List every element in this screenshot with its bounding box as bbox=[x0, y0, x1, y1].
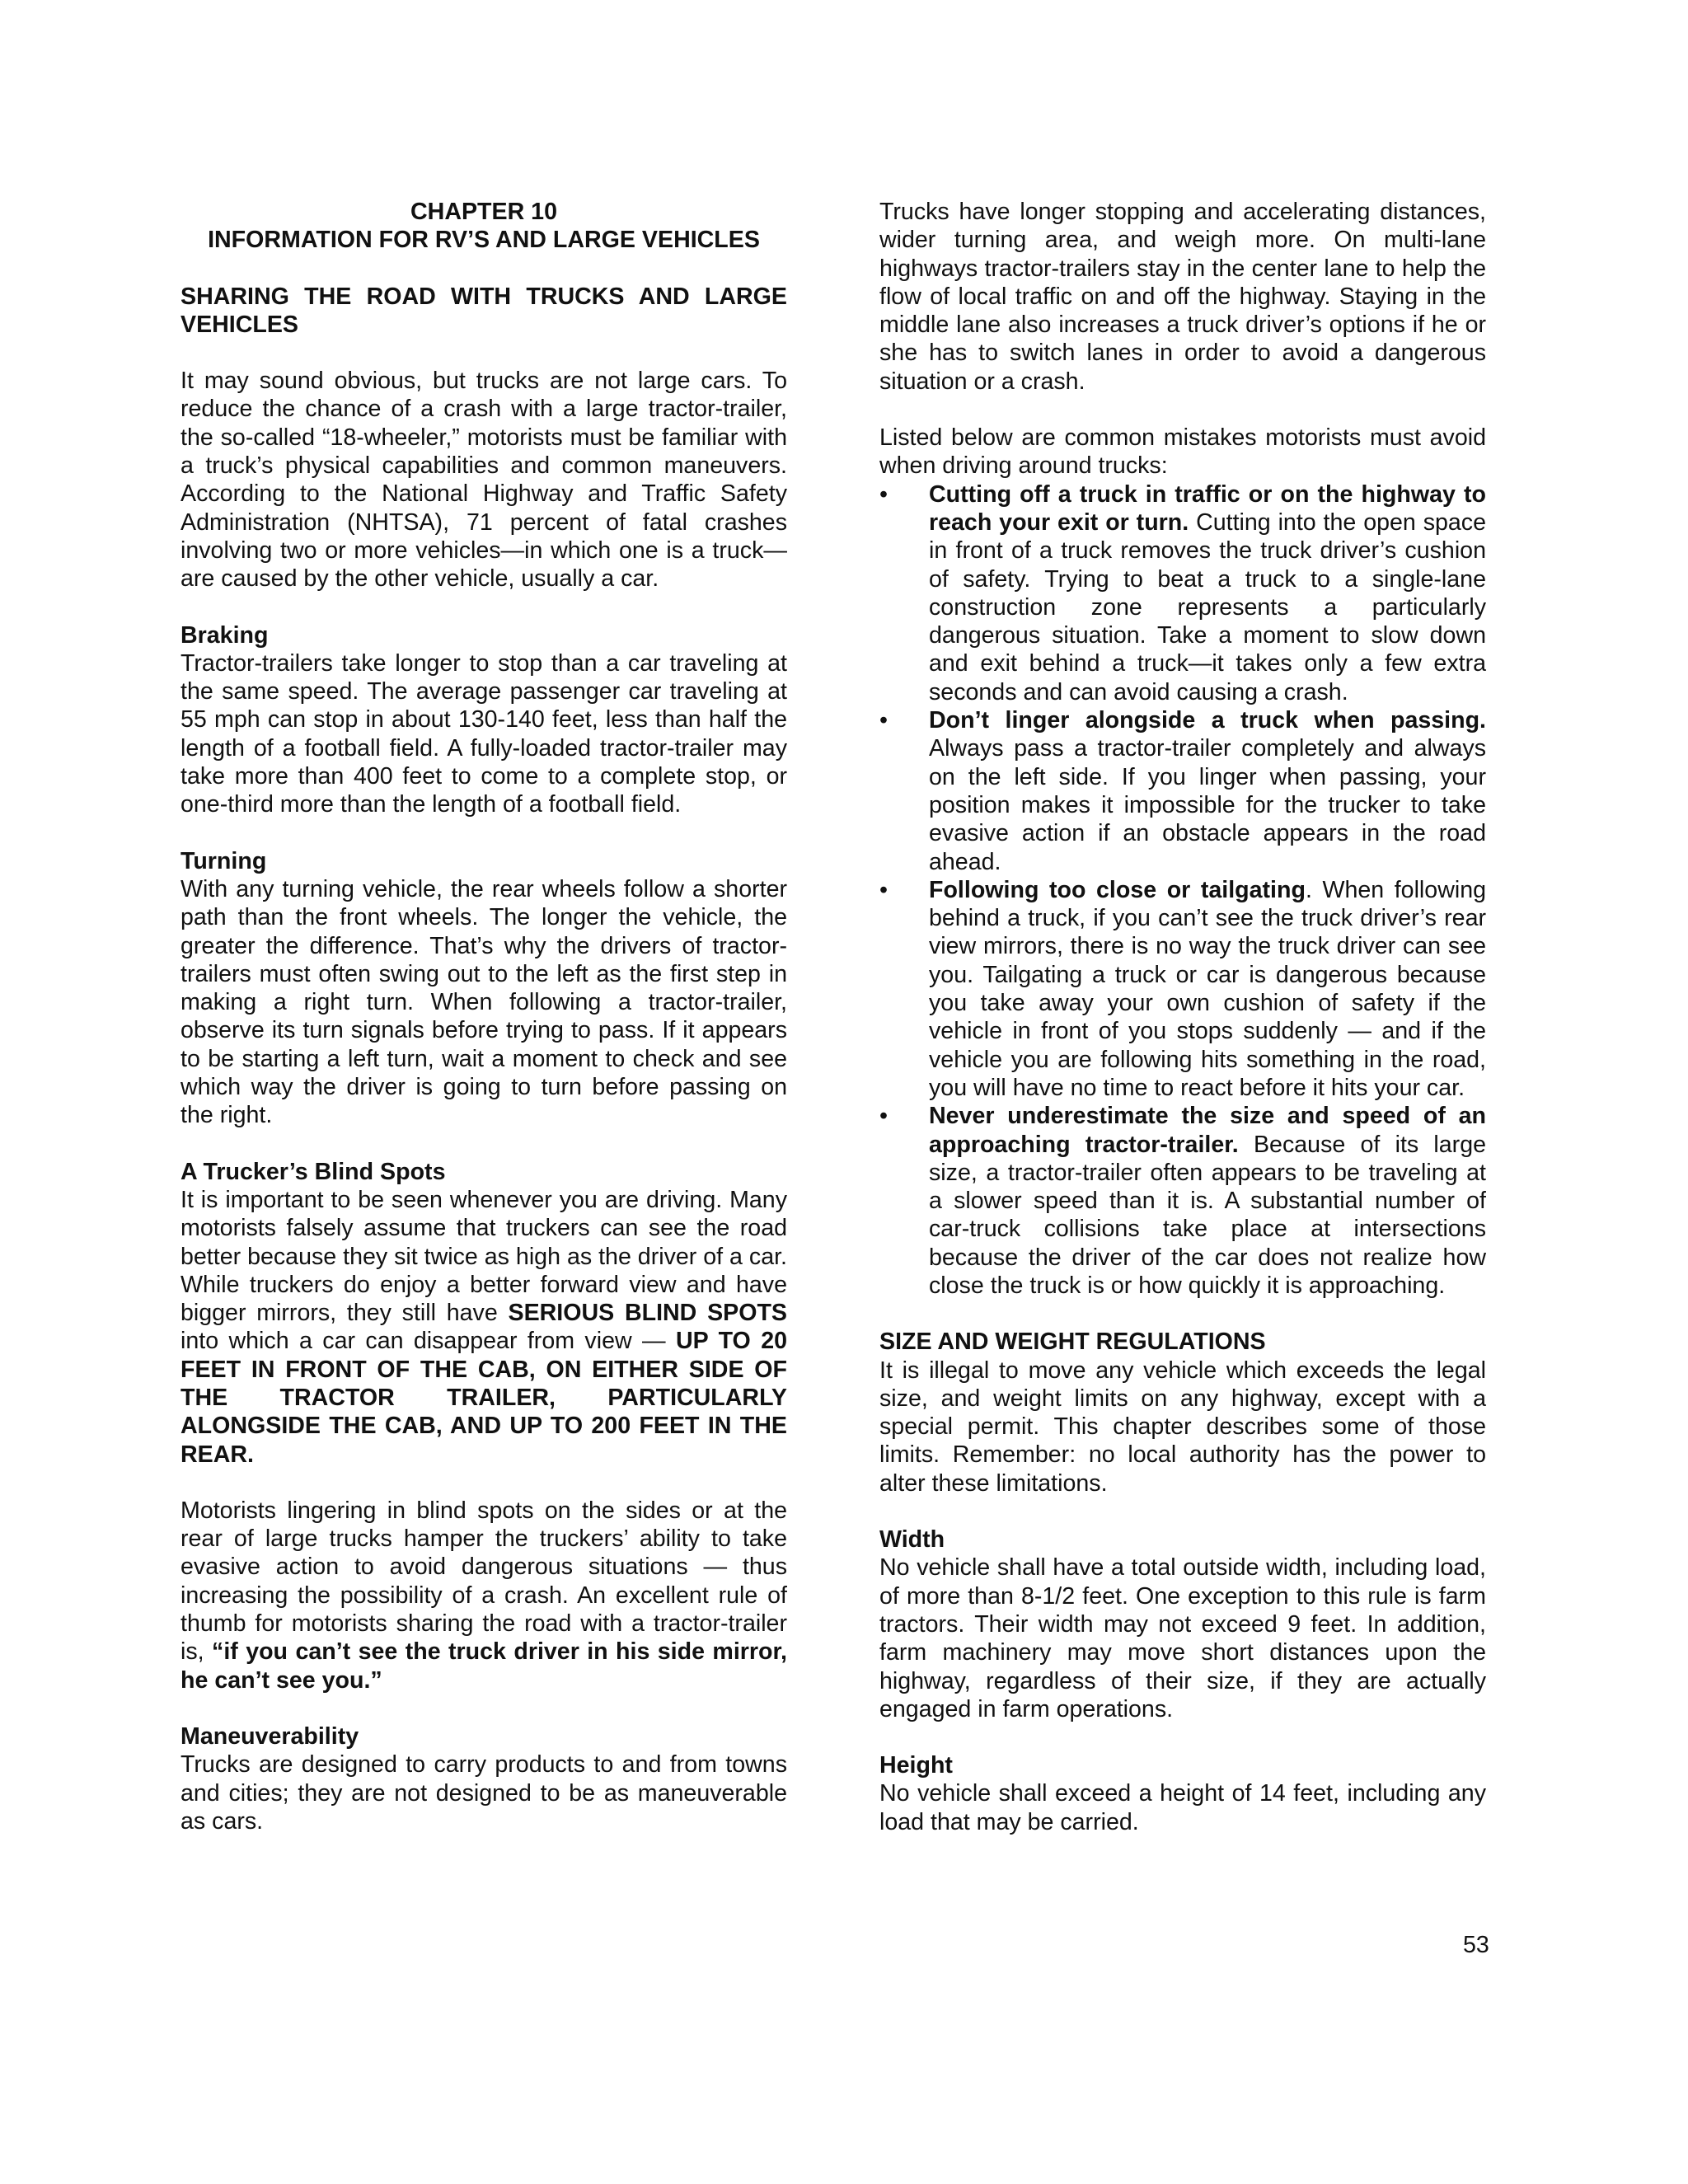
width-heading: Width bbox=[879, 1526, 945, 1554]
linger-paragraph bbox=[181, 1497, 787, 1694]
blind-text-1: It is important to be seen whenever you are driving. Many motorists falsely assume that truckers can see the road better because they sit twice as high as the driver of a car. While truckers do enjoy a better forward view and have bigger mirrors, they still have bbox=[181, 1186, 787, 1327]
right-column bbox=[879, 198, 1486, 1864]
bullet-bold: Don’t linger alongside a truck when passing. bbox=[929, 707, 1486, 734]
chapter-title: INFORMATION FOR RV’S AND LARGE VEHICLES bbox=[208, 227, 760, 254]
bullet-bold: Cutting off a truck in traffic or on the highway to reach your exit or turn. bbox=[929, 480, 1486, 536]
size-weight-heading: SIZE AND WEIGHT REGULATIONS bbox=[879, 1329, 1266, 1356]
blind-spots-heading: A Trucker’s Blind Spots bbox=[181, 1158, 446, 1185]
size-weight-paragraph: It is illegal to move any vehicle which exceeds the legal size, and weight limits on any highway, except with a special permit. This chapter describes some of those limits. Remember: no local authority has the power to alter these limitations. bbox=[879, 1357, 1486, 1497]
list-item bbox=[879, 876, 1486, 1102]
blind-text-2: into which a car can disappear from view — bbox=[181, 1328, 677, 1355]
chapter-title-block bbox=[181, 198, 787, 255]
bullet-bold: Following too close or tailgating bbox=[929, 876, 1306, 903]
bullet-icon: • bbox=[879, 707, 889, 734]
height-paragraph: No vehicle shall exceed a height of 14 feet, including any load that may be carried. bbox=[879, 1780, 1486, 1835]
blind-spots-paragraph bbox=[181, 1186, 787, 1469]
bullet-bold: Never underestimate the size and speed of an approaching tractor-trailer. bbox=[929, 1103, 1486, 1158]
bullet-text: Cutting into the open space in front of a truck removes the truck driver’s cushion of safety. Trying to beat a truck to a single-lane construction zone represents a particularly dangerous situation. Take a moment to slow down and exit behind a truck—it takes only a few extra seconds and can avoid causing a crash. bbox=[929, 509, 1486, 705]
list-item bbox=[879, 1102, 1486, 1300]
width-paragraph: No vehicle shall have a total outside width, including load, of more than 8-1/2 feet. One exception to this rule is farm tractors. Their width may not exceed 9 feet. In addition, farm machinery may move short distances upon the highway, regardless of their size, if they are actually engaged in farm operations. bbox=[879, 1554, 1486, 1722]
bullet-icon: • bbox=[879, 1103, 889, 1130]
bullet-icon: • bbox=[879, 480, 889, 508]
trucks-paragraph: Trucks have longer stopping and accelerating distances, wider turning area, and weigh more. On multi-lane highways tractor-trailers stay in the center lane to help the flow of local traffic on and off the highway. Staying in the middle lane also increases a truck driver’s options if he or she has to switch lanes in order to avoid a dangerous situation or a crash. bbox=[879, 199, 1486, 395]
chapter-number: CHAPTER 10 bbox=[410, 199, 557, 225]
list-item bbox=[879, 706, 1486, 876]
bullet-text: . When following behind a truck, if you can’t see the truck driver’s rear view mirrors, there is no way the truck driver can see you. Tailgating a truck or car is dangerous because you take away your own cushion of safety if the vehicle in front of you stops suddenly — and if the vehicle you are following hits something in the road, you will have no time to react before it hits your car. bbox=[929, 876, 1486, 1101]
mistakes-intro: Listed below are common mistakes motorists must avoid when driving around trucks: bbox=[879, 424, 1486, 480]
bullet-icon: • bbox=[879, 876, 889, 903]
height-heading: Height bbox=[879, 1752, 953, 1779]
linger-bold: “if you can’t see the truck driver in his side mirror, he can’t see you.” bbox=[181, 1638, 787, 1694]
turning-paragraph: With any turning vehicle, the rear wheels follow a shorter path than the front wheels. The longer the vehicle, the greater the difference. That’s why the drivers of tractor-trailers must often swing out to the left as the first step in making a right turn. When following a tractor-trailer, observe its turn signals before trying to pass. If it appears to be starting a left turn, wait a moment to check and see which way the driver is going to turn before passing on the right. bbox=[181, 875, 787, 1129]
left-column bbox=[181, 198, 787, 1863]
intro-paragraph: It may sound obvious, but trucks are not large cars. To reduce the chance of a crash with a large tractor-trailer, the so-called “18-wheeler,” motorists must be familiar with a truck’s physical capabilities and common maneuvers. According to the National Highway and Traffic Safety Administration (NHTSA), 71 percent of fatal crashes involving two or more vehicles—in which one is a truck—are caused by the other vehicle, usually a car. bbox=[181, 368, 787, 593]
braking-heading: Braking bbox=[181, 621, 269, 649]
turning-heading: Turning bbox=[181, 847, 267, 874]
linger-text: Motorists lingering in blind spots on the sides or at the rear of large trucks hamper the truckers’ ability to take evasive action to avoid dangerous situations — thus increasing the possibility of a crash. An excellent rule of thumb for motorists sharing the road with a tractor-trailer is, bbox=[181, 1497, 787, 1666]
mistakes-list bbox=[879, 480, 1486, 1301]
maneuverability-heading: Maneuverability bbox=[181, 1722, 359, 1750]
page-number: 53 bbox=[1463, 1932, 1489, 1958]
braking-paragraph: Tractor-trailers take longer to stop than a car traveling at the same speed. The average passenger car traveling at 55 mph can stop in about 130-140 feet, less than half the length of a football field. A fully-loaded tractor-trailer may take more than 400 feet to come to a complete stop, or one-third more than the length of a football field. bbox=[181, 649, 787, 818]
section-heading-sharing: SHARING THE ROAD WITH TRUCKS AND LARGE VEHICLES bbox=[181, 283, 787, 338]
list-item bbox=[879, 480, 1486, 706]
maneuverability-paragraph: Trucks are designed to carry products to and from towns and cities; they are not designed to be as maneuverable as cars. bbox=[181, 1751, 787, 1835]
bullet-text: Always pass a tractor-trailer completely and always on the left side. If you linger when passing, your position makes it impossible for the trucker to take evasive action if an obstacle appears in the road ahead. bbox=[929, 735, 1486, 875]
blind-bold-1: SERIOUS BLIND SPOTS bbox=[508, 1300, 787, 1327]
bullet-text: Because of its large size, a tractor-trailer often appears to be traveling at a slower speed than it is. A substantial number of car-truck collisions take place at intersections because the driver of the car does not realize how close the truck is or how quickly it is approaching. bbox=[929, 1131, 1486, 1299]
blind-bold-2: UP TO 20 FEET IN FRONT OF THE CAB, ON EITHER SIDE OF THE TRACTOR TRAILER, PARTICULARLY ALONGSIDE THE CAB, AND UP TO 200 FEET IN THE REAR. bbox=[181, 1328, 787, 1468]
